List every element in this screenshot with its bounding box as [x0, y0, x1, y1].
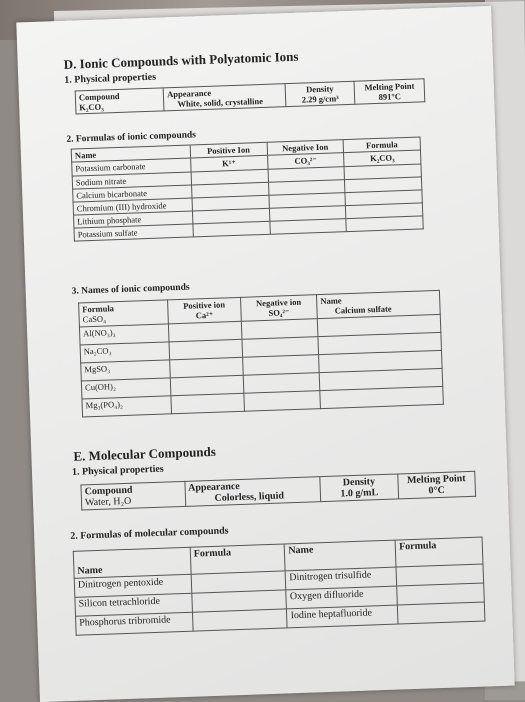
section-e-sub1: 1. Physical properties: [71, 463, 164, 478]
blank-cell[interactable]: [171, 393, 244, 414]
cell-positive-ion: K¹⁺: [190, 155, 267, 172]
cell-name: Chromium (III) hydroxide: [73, 198, 192, 215]
compound-header: Compound: [84, 484, 133, 498]
melting-value: 0°C: [428, 484, 445, 497]
compound-cell: [81, 481, 185, 510]
cell-name: Calcium sulfate: [334, 303, 392, 316]
blank-cell[interactable]: [346, 216, 423, 232]
melting-cell: [397, 471, 475, 499]
blank-cell[interactable]: [398, 602, 485, 624]
positive-ion-header: Positive ion: [183, 299, 226, 311]
cell-name: Calcium bicarbonate: [73, 185, 192, 202]
blank-cell[interactable]: [193, 221, 270, 237]
col-formula: Formula: [343, 137, 420, 153]
compound-value: Water, H₂O: [84, 495, 132, 509]
name-header: Name: [320, 295, 342, 307]
cell-name: Lithium phosphate: [74, 211, 193, 228]
density-value: 1.0 g/mL: [340, 487, 379, 500]
col-negative-ion: Negative Ion: [267, 140, 344, 156]
blank-cell[interactable]: [192, 609, 287, 631]
compound-cell: [75, 88, 164, 114]
melting-value: 891°C: [378, 91, 402, 102]
melting-header: Melting Point: [406, 473, 466, 487]
col-negative-ion: [240, 295, 317, 322]
cell-positive-ion: Ca²⁺: [195, 309, 214, 321]
appearance-header: Appearance: [187, 480, 240, 494]
col-name-2: Name: [285, 540, 397, 571]
cell-negative-ion: CO₃²⁻: [267, 153, 344, 170]
cell-name: Potassium sulfate: [74, 224, 193, 241]
formula-header: Formula: [82, 303, 115, 315]
cell-name-2: Oxygen difluoride: [286, 586, 397, 609]
section-e-title: E. Molecular Compounds: [73, 443, 217, 464]
cell-name: Dinitrogen pentoxide: [74, 574, 191, 597]
col-positive-ion: [168, 297, 241, 324]
ionic-formulas-table: [71, 136, 424, 241]
density-cell: [320, 474, 398, 502]
section-e-sub2: 2. Formulas of molecular compounds: [70, 525, 229, 542]
density-value: 2.29 g/cm³: [301, 93, 339, 105]
col-positive-ion: Positive Ion: [190, 142, 267, 158]
appearance-cell: [184, 477, 320, 507]
cell-negative-ion: SO₄²⁻: [268, 307, 290, 318]
col-name: Name: [73, 547, 191, 578]
worksheet-page: [16, 6, 514, 702]
cell-name-2: Iodine heptafluoride: [287, 605, 398, 628]
col-name: Name: [71, 145, 190, 162]
compound-header: Compound: [78, 90, 120, 103]
section-d-sub1: 1. Physical properties: [64, 71, 157, 86]
melting-cell: [354, 79, 424, 104]
molecular-properties-table: [80, 471, 476, 511]
cell-formula: MgSO₃: [81, 360, 171, 381]
density-header: Density: [342, 476, 376, 489]
appearance-header: Appearance: [166, 87, 212, 100]
density-cell: [285, 81, 355, 106]
col-formula-2: Formula: [395, 537, 483, 567]
cell-name: Sodium nitrate: [72, 172, 191, 189]
ionic-names-table: [78, 290, 444, 418]
appearance-value: Colorless, liquid: [214, 490, 285, 504]
blank-cell[interactable]: [320, 386, 443, 408]
cell-formula: Mg₃(PO₄)₂: [82, 396, 172, 417]
section-d-sub2: 2. Formulas of ionic compounds: [66, 130, 197, 145]
section-d-title: D. Ionic Compounds with Polyatomic Ions: [63, 48, 299, 72]
blank-cell[interactable]: [269, 219, 346, 235]
negative-ion-header: Negative ion: [255, 296, 302, 309]
col-formula: Formula: [190, 544, 285, 574]
melting-header: Melting Point: [364, 80, 415, 93]
blank-cell[interactable]: [243, 391, 320, 412]
col-formula: [79, 300, 169, 327]
cell-formula: Na₂CO₃: [80, 342, 170, 363]
cell-formula: CaSO₄: [82, 313, 107, 325]
cell-formula: Al(NO₃)₃: [79, 324, 169, 345]
density-header: Density: [306, 83, 334, 95]
cell-name: Silicon tetrachloride: [75, 593, 192, 616]
cell-name: Phosphorus tribromide: [76, 612, 193, 635]
cell-formula: K₂CO₃: [344, 150, 421, 167]
ionic-properties-table: [75, 78, 426, 114]
appearance-value: White, solid, crystalline: [177, 95, 264, 109]
cell-name-2: Dinitrogen trisulfide: [286, 567, 397, 590]
cell-formula: Cu(OH)₂: [81, 378, 171, 399]
cell-name: Potassium carbonate: [72, 158, 191, 176]
molecular-formulas-table: [73, 537, 486, 636]
compound-value: K₂CO₃: [79, 101, 104, 113]
section-d-sub3: 3. Names of ionic compounds: [71, 282, 190, 297]
appearance-cell: [163, 84, 285, 111]
